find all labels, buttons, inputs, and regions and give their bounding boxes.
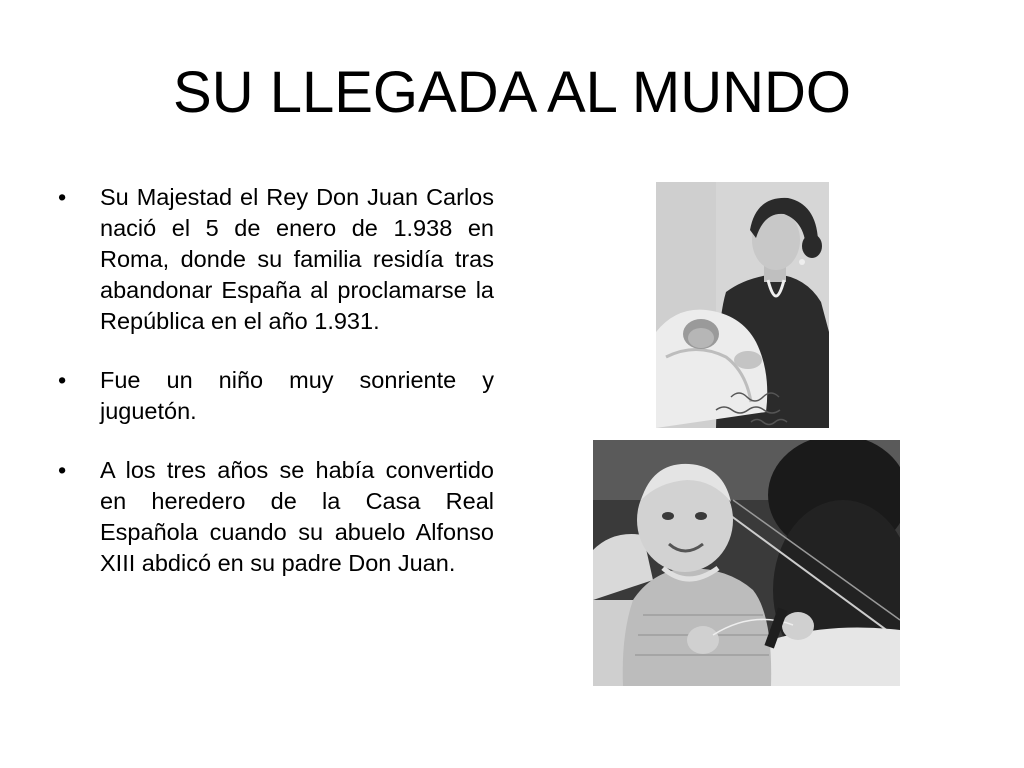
photo-smiling-baby — [593, 440, 900, 686]
bullet-icon: • — [58, 457, 67, 483]
bullet-icon: • — [58, 184, 67, 210]
bullet-icon: • — [58, 367, 67, 393]
bullet-text-childhood: Fue un niño muy sonriente y juguetón. — [100, 367, 494, 424]
bullet-text-heir: A los tres años se había convertido en heredero de la Casa Real Española cuando su abuelo Alfonso XIII abdicó en su padre Don Juan. — [100, 457, 494, 576]
bullet-item-heir — [58, 455, 494, 579]
photo-mother-holding-baby — [656, 182, 829, 428]
bullet-item-childhood — [58, 365, 494, 427]
slide-title: SU LLEGADA AL MUNDO — [173, 60, 851, 125]
bullet-text-birth: Su Majestad el Rey Don Juan Carlos nació el 5 de enero de 1.938 en Roma, donde su familia residía tras abandonar España al proclamarse la República en el año 1.931. — [100, 184, 494, 334]
photo-mother-graphic — [656, 182, 829, 428]
bullet-list — [58, 182, 494, 607]
photo-baby-graphic — [593, 440, 900, 686]
bullet-item-birth — [58, 182, 494, 337]
